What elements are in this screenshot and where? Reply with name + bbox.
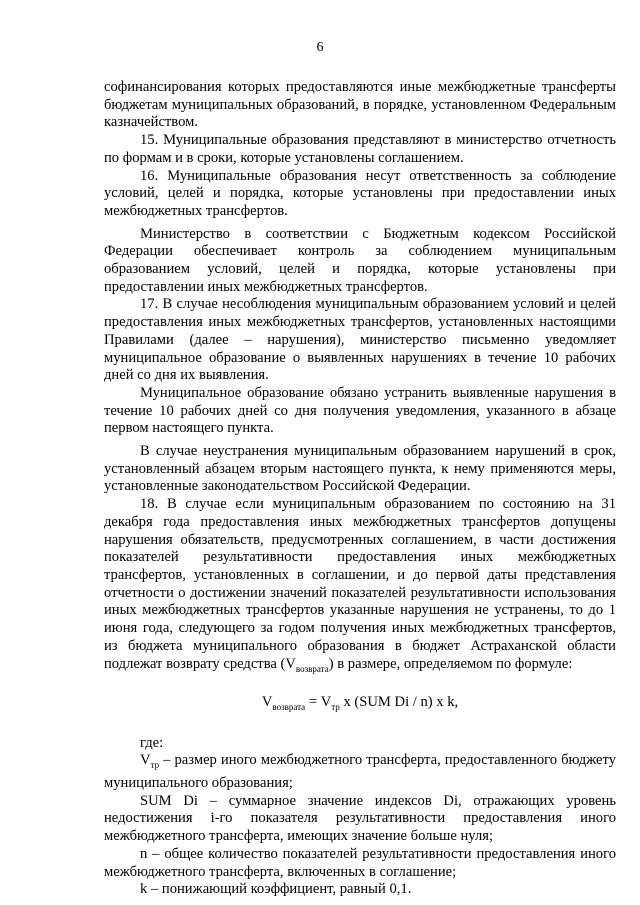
def-sub: тр bbox=[150, 760, 160, 771]
formula-eq: = V bbox=[305, 694, 332, 711]
formula bbox=[104, 694, 616, 717]
def-text: – суммарное значение индексов Di, отражающих уровень недостижения i-го показателя результативности предоставления иного межбюджетного трансферта, имеющих значение больше нуля; bbox=[104, 792, 616, 845]
paragraph: софинансирования которых предоставляются иные межбюджетные трансферты бюджетам муниципальных образований, в порядке, установленном Федеральным казначейством. bbox=[104, 79, 616, 131]
document-body bbox=[104, 79, 616, 899]
paragraph-text: 18. В случае если муниципальным образованием по состоянию на 31 декабря года предоставления иных межбюджетных трансфертов допущены нарушения обязательств, предусмотренных соглашением, в части достижения показателей результативности предоставления иных межбюджетных трансфертов, установленных в соглашении, и до первой даты представления отчетности о достижении значений показателей результативности использования иных межбюджетных трансфертов указанные нарушения не устранены, то до 1 июня года, следующего за годом получения иных межбюджетных трансфертов, из бюджета муниципального образования в бюджет Астраханской области подлежат возврату средства (V bbox=[104, 496, 616, 672]
definition bbox=[104, 881, 616, 899]
paragraph: Министерство в соответствии с Бюджетным кодексом Российской Федерации обеспечивает контроль за соблюдением муниципальным образованием условий, целей и порядка, которые установлены при предоставлении иных межбюджетных трансфертов. bbox=[104, 225, 616, 295]
paragraph-tail: ) в размере, определяемом по формуле: bbox=[328, 655, 573, 672]
where-label: где: bbox=[140, 734, 164, 751]
def-term: V bbox=[140, 752, 151, 769]
subscript: возврата bbox=[295, 663, 329, 674]
formula-sub: тр bbox=[331, 702, 340, 713]
definition bbox=[104, 793, 616, 846]
def-text: – понижающий коэффициент, равный 0,1. bbox=[147, 881, 412, 898]
paragraph-18 bbox=[104, 496, 616, 678]
paragraph: Муниципальное образование обязано устранить выявленные нарушения в течение 10 рабочих дней со дня получения уведомления, указанного в абзаце первом настоящего пункта. bbox=[104, 384, 616, 437]
definition bbox=[104, 752, 616, 792]
def-text: – общее количество показателей результативности предоставления иного межбюджетного трансферта, включенных в соглашение; bbox=[104, 845, 616, 880]
def-term: n bbox=[140, 845, 148, 862]
def-term: SUM Di bbox=[140, 792, 198, 809]
formula-rest: x (SUM Di / n) x k, bbox=[339, 694, 459, 711]
paragraph: 15. Муниципальные образования представляют в министерство отчетность по формам и в сроки, которые установлены соглашением. bbox=[104, 132, 616, 166]
formula-sub: возврата bbox=[272, 702, 306, 713]
def-term: k bbox=[140, 881, 148, 898]
formula-v: V bbox=[261, 694, 273, 711]
page-number: 6 bbox=[316, 40, 324, 55]
definition bbox=[104, 846, 616, 881]
def-text: – размер иного межбюджетного трансферта, предоставленного бюджету муниципального образования; bbox=[104, 752, 616, 792]
paragraph: 16. Муниципальные образования несут ответственность за соблюдение условий, целей и порядка, которые установлены при предоставлении иных межбюджетных трансфертов. bbox=[104, 167, 616, 219]
paragraph: В случае неустранения муниципальным образованием нарушений в срок, установленный абзацем вторым настоящего пункта, к нему применяются меры, установленные законодательством Российской Федерации. bbox=[104, 443, 616, 495]
paragraph: 17. В случае несоблюдения муниципальным образованием условий и целей предоставления иных межбюджетных трансфертов, установленных настоящими Правилами (далее – нарушения), министерство письменно уведомляет муниципальное образование о выявленных нарушениях в течение 10 рабочих дней со дня их выявления. bbox=[104, 296, 616, 384]
